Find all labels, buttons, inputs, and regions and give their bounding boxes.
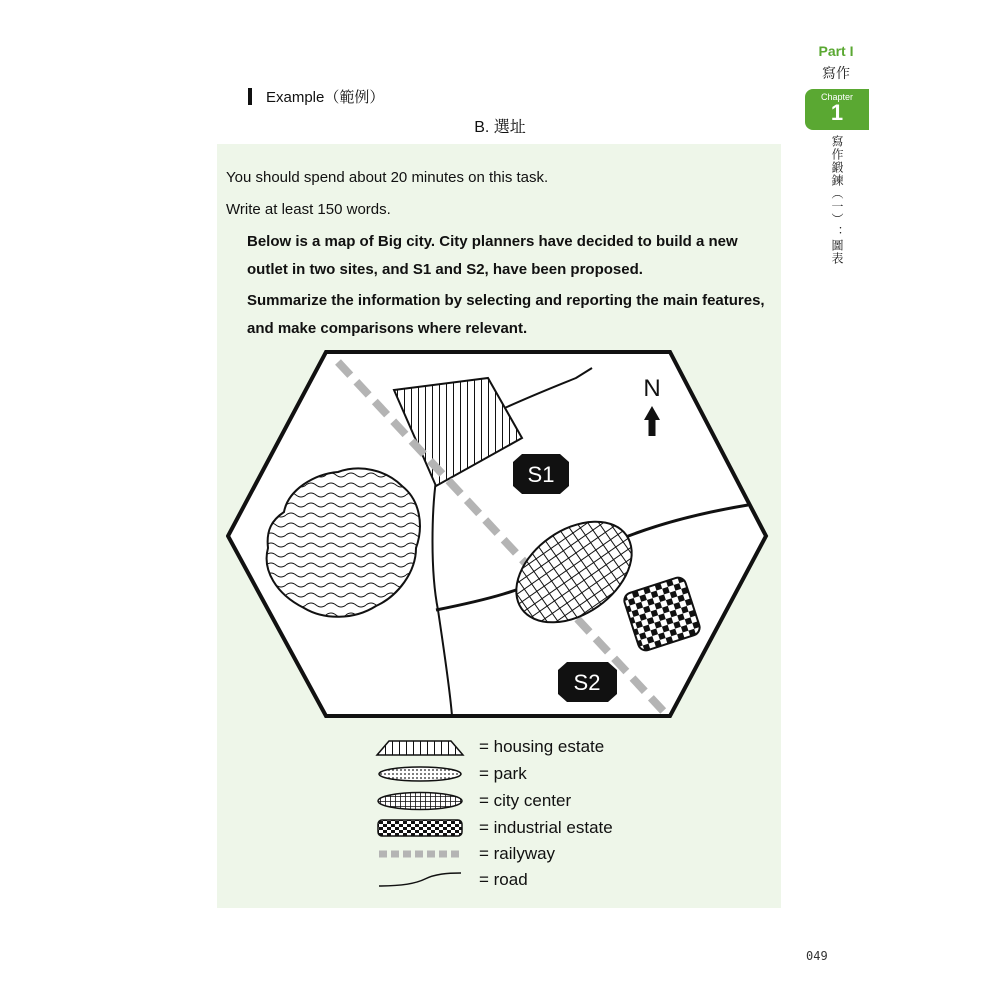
legend-item-railway	[375, 842, 555, 866]
city-center-icon	[375, 789, 465, 813]
example-label: Example（範例）	[266, 89, 385, 106]
chapter-number: 1	[830, 100, 844, 125]
legend-label: = housing estate	[479, 737, 605, 756]
task-prompt-line-4: and make comparisons where relevant.	[247, 320, 528, 337]
part-subtitle: 寫作	[822, 65, 850, 81]
city-map	[226, 350, 770, 720]
road-icon	[375, 868, 465, 892]
legend-item-city-center	[375, 789, 571, 813]
site-s2-label: S2	[573, 670, 601, 695]
task-prompt-line-3: Summarize the information by selecting and reporting the main features,	[247, 292, 765, 309]
north-label: N	[643, 375, 661, 402]
section-title: B. 選址	[474, 119, 526, 136]
park-icon	[375, 762, 465, 786]
chapter-word: Chapter	[820, 92, 854, 102]
example-heading	[248, 86, 384, 107]
legend-item-housing-estate	[375, 735, 604, 759]
legend-item-park	[375, 762, 527, 786]
legend-label: = industrial estate	[479, 818, 613, 837]
task-prompt-line-2: outlet in two sites, and S1 and S2, have been proposed.	[247, 261, 643, 278]
legend-label: = park	[479, 764, 527, 783]
part-label: Part I	[818, 43, 854, 59]
housing-estate-icon	[375, 735, 465, 759]
industrial-estate-icon	[375, 816, 465, 840]
legend-item-industrial-estate	[375, 816, 613, 840]
heading-bar	[248, 88, 252, 105]
site-s1-label: S1	[527, 462, 555, 487]
page-number: 049	[806, 949, 828, 963]
task-prompt-line-1: Below is a map of Big city. City planners have decided to build a new	[247, 233, 738, 250]
legend-label: = road	[479, 870, 528, 889]
task-instruction-time: You should spend about 20 minutes on this task.	[226, 169, 549, 186]
legend-label: = railyway	[479, 844, 556, 863]
task-instruction-words: Write at least 150 words.	[226, 201, 391, 218]
chapter-vertical-title: 寫作鍛鍊（一）：圖表	[830, 135, 844, 265]
legend-item-road	[375, 868, 528, 892]
legend-label: = city center	[479, 791, 572, 810]
railway-icon	[375, 842, 465, 866]
